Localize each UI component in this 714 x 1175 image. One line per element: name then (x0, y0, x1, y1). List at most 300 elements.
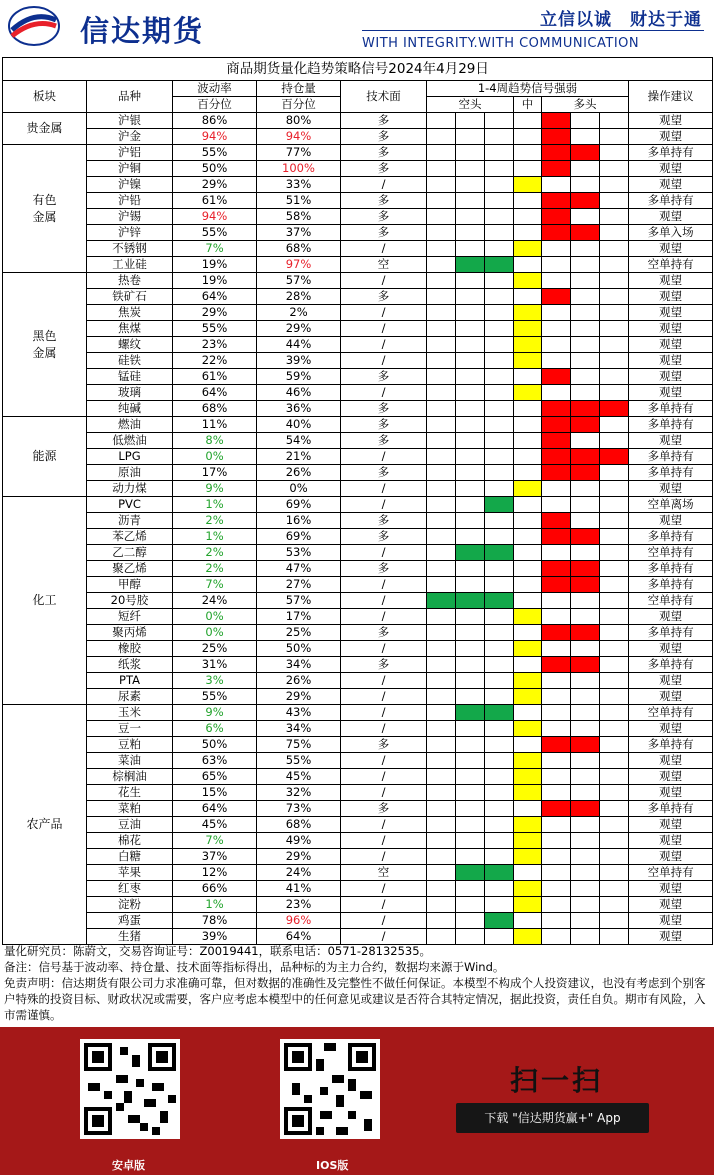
signal-cell (542, 593, 571, 609)
header-tech: 技术面 (341, 81, 427, 113)
signal-cell (571, 577, 600, 593)
advice-cell: 观望 (629, 929, 713, 945)
signal-cell (600, 321, 629, 337)
signal-cell (427, 241, 456, 257)
signal-cell (571, 353, 600, 369)
product-cell: 锰硅 (87, 369, 173, 385)
technical-cell: 多 (341, 657, 427, 673)
signal-cell (600, 737, 629, 753)
volatility-cell: 0% (173, 609, 257, 625)
advice-cell: 多单持有 (629, 561, 713, 577)
open-interest-cell: 0% (257, 481, 341, 497)
signal-cell (485, 849, 514, 865)
open-interest-cell: 47% (257, 561, 341, 577)
signal-cell (456, 273, 485, 289)
advice-cell: 观望 (629, 881, 713, 897)
signal-cell (600, 225, 629, 241)
advice-cell: 观望 (629, 305, 713, 321)
table-row (3, 817, 713, 833)
volatility-cell: 19% (173, 273, 257, 289)
signal-cell (514, 145, 542, 161)
signal-cell (571, 561, 600, 577)
table-row (3, 161, 713, 177)
signal-cell (571, 737, 600, 753)
signal-cell (485, 225, 514, 241)
volatility-cell: 25% (173, 641, 257, 657)
signal-cell (600, 609, 629, 625)
table-row (3, 145, 713, 161)
signal-cell (542, 753, 571, 769)
android-qr-code-icon[interactable] (80, 1039, 180, 1139)
technical-cell: 多 (341, 145, 427, 161)
signal-cell (485, 209, 514, 225)
signal-cell (456, 369, 485, 385)
signal-cell (485, 177, 514, 193)
table-row (3, 369, 713, 385)
table-row (3, 401, 713, 417)
advice-cell: 多单持有 (629, 465, 713, 481)
advice-cell: 观望 (629, 689, 713, 705)
signal-cell (542, 401, 571, 417)
signal-cell (514, 673, 542, 689)
signal-cell (542, 673, 571, 689)
signal-cell (427, 849, 456, 865)
signal-cell (600, 577, 629, 593)
open-interest-cell: 34% (257, 657, 341, 673)
signal-cell (427, 353, 456, 369)
signal-cell (427, 753, 456, 769)
signal-cell (571, 833, 600, 849)
signal-cell (542, 209, 571, 225)
signal-cell (514, 833, 542, 849)
signal-table-wrapper (2, 57, 712, 945)
signal-cell (485, 673, 514, 689)
signal-cell (600, 257, 629, 273)
table-row (3, 865, 713, 881)
open-interest-cell: 100% (257, 161, 341, 177)
product-cell: 棕榈油 (87, 769, 173, 785)
product-cell: 工业硅 (87, 257, 173, 273)
signal-cell (427, 113, 456, 129)
signal-cell (571, 177, 600, 193)
signal-cell (571, 497, 600, 513)
table-row (3, 353, 713, 369)
sector-cell: 化工 (3, 497, 87, 705)
signal-cell (456, 497, 485, 513)
technical-cell: / (341, 177, 427, 193)
header-long: 多头 (542, 97, 629, 113)
open-interest-cell: 37% (257, 225, 341, 241)
advice-cell: 多单持有 (629, 145, 713, 161)
signal-cell (485, 305, 514, 321)
table-row (3, 785, 713, 801)
signal-cell (600, 785, 629, 801)
product-cell: 原油 (87, 465, 173, 481)
product-cell: PTA (87, 673, 173, 689)
signal-cell (600, 177, 629, 193)
open-interest-cell: 51% (257, 193, 341, 209)
product-cell: 纸浆 (87, 657, 173, 673)
logo-text: 信达期货 (80, 14, 205, 48)
signal-cell (427, 481, 456, 497)
signal-cell (542, 625, 571, 641)
signal-cell (456, 769, 485, 785)
signal-cell (456, 881, 485, 897)
signal-cell (514, 449, 542, 465)
open-interest-cell: 2% (257, 305, 341, 321)
signal-cell (542, 497, 571, 513)
table-row (3, 337, 713, 353)
technical-cell: / (341, 481, 427, 497)
advice-cell: 空单持有 (629, 257, 713, 273)
product-cell: 低燃油 (87, 433, 173, 449)
signal-cell (571, 865, 600, 881)
signal-cell (542, 273, 571, 289)
signal-cell (456, 913, 485, 929)
open-interest-cell: 55% (257, 753, 341, 769)
signal-cell (514, 577, 542, 593)
signal-cell (456, 737, 485, 753)
table-row (3, 897, 713, 913)
signal-cell (542, 145, 571, 161)
signal-cell (571, 241, 600, 257)
signal-cell (514, 209, 542, 225)
signal-cell (571, 449, 600, 465)
volatility-cell: 55% (173, 145, 257, 161)
open-interest-cell: 16% (257, 513, 341, 529)
product-cell: 沪铅 (87, 193, 173, 209)
signal-cell (514, 689, 542, 705)
signal-cell (600, 705, 629, 721)
advice-cell: 观望 (629, 481, 713, 497)
signal-cell (542, 545, 571, 561)
technical-cell: / (341, 817, 427, 833)
signal-cell (456, 513, 485, 529)
volatility-cell: 37% (173, 849, 257, 865)
signal-cell (485, 337, 514, 353)
signal-cell (456, 849, 485, 865)
signal-cell (514, 193, 542, 209)
product-cell: 燃油 (87, 417, 173, 433)
volatility-cell: 24% (173, 593, 257, 609)
signal-cell (514, 465, 542, 481)
volatility-cell: 19% (173, 257, 257, 273)
technical-cell: / (341, 321, 427, 337)
table-row (3, 801, 713, 817)
signal-cell (600, 673, 629, 689)
advice-cell: 多单持有 (629, 529, 713, 545)
signal-cell (485, 609, 514, 625)
product-cell: 白糖 (87, 849, 173, 865)
signal-cell (600, 129, 629, 145)
advice-cell: 空单持有 (629, 593, 713, 609)
signal-cell (427, 321, 456, 337)
signal-cell (542, 289, 571, 305)
volatility-cell: 55% (173, 689, 257, 705)
signal-cell (427, 369, 456, 385)
signal-cell (485, 705, 514, 721)
header-advice: 操作建议 (629, 81, 713, 113)
signal-cell (485, 785, 514, 801)
signal-cell (514, 753, 542, 769)
signal-cell (571, 641, 600, 657)
signal-cell (571, 609, 600, 625)
product-cell: 苯乙烯 (87, 529, 173, 545)
signal-cell (485, 257, 514, 273)
signal-cell (542, 433, 571, 449)
signal-cell (571, 625, 600, 641)
signal-cell (427, 897, 456, 913)
product-cell: 苹果 (87, 865, 173, 881)
technical-cell: / (341, 337, 427, 353)
signal-cell (542, 769, 571, 785)
signal-cell (571, 113, 600, 129)
signal-cell (600, 657, 629, 673)
advice-cell: 观望 (629, 129, 713, 145)
advice-cell: 观望 (629, 113, 713, 129)
signal-cell (427, 385, 456, 401)
table-row (3, 689, 713, 705)
signal-cell (456, 113, 485, 129)
header-short: 空头 (427, 97, 514, 113)
slogan-divider (362, 30, 704, 31)
advice-cell: 观望 (629, 609, 713, 625)
signal-cell (542, 785, 571, 801)
signal-cell (514, 625, 542, 641)
signal-cell (542, 801, 571, 817)
signal-cell (542, 113, 571, 129)
signal-cell (571, 385, 600, 401)
signal-cell (514, 385, 542, 401)
volatility-cell: 6% (173, 721, 257, 737)
signal-cell (485, 113, 514, 129)
open-interest-cell: 45% (257, 769, 341, 785)
volatility-cell: 78% (173, 913, 257, 929)
advice-cell: 多单持有 (629, 801, 713, 817)
signal-cell (514, 817, 542, 833)
advice-cell: 多单持有 (629, 401, 713, 417)
download-app-button[interactable]: 下载 "信达期货赢+" App (456, 1103, 649, 1133)
signal-cell (600, 689, 629, 705)
open-interest-cell: 29% (257, 849, 341, 865)
technical-cell: 多 (341, 529, 427, 545)
technical-cell: 多 (341, 289, 427, 305)
product-cell: 沥青 (87, 513, 173, 529)
volatility-cell: 61% (173, 369, 257, 385)
signal-cell (542, 705, 571, 721)
technical-cell: / (341, 753, 427, 769)
signal-cell (485, 545, 514, 561)
signal-cell (456, 193, 485, 209)
product-cell: 热卷 (87, 273, 173, 289)
advice-cell: 观望 (629, 897, 713, 913)
volatility-cell: 29% (173, 305, 257, 321)
signal-cell (456, 641, 485, 657)
open-interest-cell: 25% (257, 625, 341, 641)
advice-cell: 观望 (629, 241, 713, 257)
table-row (3, 273, 713, 289)
signal-cell (600, 865, 629, 881)
open-interest-cell: 57% (257, 273, 341, 289)
signal-cell (485, 817, 514, 833)
product-cell: 沪锡 (87, 209, 173, 225)
signal-cell (427, 497, 456, 513)
signal-cell (600, 881, 629, 897)
advice-cell: 观望 (629, 209, 713, 225)
signal-cell (600, 897, 629, 913)
signal-cell (600, 289, 629, 305)
volatility-cell: 94% (173, 129, 257, 145)
signal-cell (600, 465, 629, 481)
signal-cell (514, 161, 542, 177)
table-row (3, 833, 713, 849)
signal-cell (514, 513, 542, 529)
signal-cell (571, 337, 600, 353)
table-row (3, 769, 713, 785)
signal-cell (514, 529, 542, 545)
signal-cell (571, 305, 600, 321)
open-interest-cell: 68% (257, 817, 341, 833)
signal-cell (485, 497, 514, 513)
technical-cell: / (341, 897, 427, 913)
signal-cell (485, 145, 514, 161)
footer (4, 943, 710, 1023)
product-cell: 沪金 (87, 129, 173, 145)
advice-cell: 观望 (629, 513, 713, 529)
volatility-cell: 2% (173, 545, 257, 561)
signal-cell (600, 801, 629, 817)
technical-cell: 多 (341, 561, 427, 577)
product-cell: 20号胶 (87, 593, 173, 609)
open-interest-cell: 58% (257, 209, 341, 225)
advice-cell: 多单持有 (629, 449, 713, 465)
signal-cell (427, 641, 456, 657)
volatility-cell: 64% (173, 385, 257, 401)
table-row (3, 625, 713, 641)
signal-cell (456, 305, 485, 321)
table-row (3, 881, 713, 897)
signal-cell (456, 753, 485, 769)
signal-cell (571, 673, 600, 689)
sector-cell: 有色 金属 (3, 145, 87, 273)
volatility-cell: 45% (173, 817, 257, 833)
open-interest-cell: 24% (257, 865, 341, 881)
advice-cell: 多单持有 (629, 625, 713, 641)
signal-cell (485, 481, 514, 497)
volatility-cell: 7% (173, 241, 257, 257)
signal-cell (514, 353, 542, 369)
signal-cell (542, 529, 571, 545)
signal-cell (542, 129, 571, 145)
signal-cell (542, 897, 571, 913)
signal-cell (542, 641, 571, 657)
open-interest-cell: 64% (257, 929, 341, 945)
table-row (3, 465, 713, 481)
signal-cell (514, 273, 542, 289)
advice-cell: 观望 (629, 849, 713, 865)
signal-cell (485, 657, 514, 673)
signal-cell (600, 193, 629, 209)
technical-cell: / (341, 545, 427, 561)
advice-cell: 观望 (629, 817, 713, 833)
signal-cell (485, 449, 514, 465)
signal-cell (456, 337, 485, 353)
signal-cell (456, 561, 485, 577)
volatility-cell: 22% (173, 353, 257, 369)
product-cell: 动力煤 (87, 481, 173, 497)
open-interest-cell: 44% (257, 337, 341, 353)
signal-cell (571, 657, 600, 673)
open-interest-cell: 54% (257, 433, 341, 449)
product-cell: 沪镍 (87, 177, 173, 193)
signal-cell (514, 289, 542, 305)
volatility-cell: 7% (173, 577, 257, 593)
advice-cell: 观望 (629, 641, 713, 657)
signal-cell (427, 721, 456, 737)
technical-cell: / (341, 769, 427, 785)
product-cell: 聚丙烯 (87, 625, 173, 641)
technical-cell: 多 (341, 433, 427, 449)
signal-cell (571, 289, 600, 305)
signal-cell (485, 769, 514, 785)
signal-cell (456, 321, 485, 337)
technical-cell: / (341, 273, 427, 289)
signal-cell (514, 737, 542, 753)
open-interest-cell: 73% (257, 801, 341, 817)
technical-cell: 多 (341, 801, 427, 817)
volatility-cell: 2% (173, 561, 257, 577)
signal-cell (456, 785, 485, 801)
signal-cell (600, 753, 629, 769)
table-row (3, 577, 713, 593)
technical-cell: 多 (341, 417, 427, 433)
product-cell: 短纤 (87, 609, 173, 625)
technical-cell: / (341, 673, 427, 689)
signal-cell (427, 801, 456, 817)
signal-cell (571, 881, 600, 897)
product-cell: 菜油 (87, 753, 173, 769)
signal-cell (485, 881, 514, 897)
table-row (3, 417, 713, 433)
signal-cell (427, 273, 456, 289)
signal-cell (514, 481, 542, 497)
signal-cell (485, 193, 514, 209)
signal-cell (427, 881, 456, 897)
signal-cell (571, 193, 600, 209)
signal-cell (456, 801, 485, 817)
technical-cell: / (341, 641, 427, 657)
advice-cell: 观望 (629, 321, 713, 337)
technical-cell: / (341, 721, 427, 737)
signal-cell (427, 657, 456, 673)
signal-cell (427, 449, 456, 465)
open-interest-cell: 77% (257, 145, 341, 161)
header-vol-pct: 百分位 (173, 97, 257, 113)
open-interest-cell: 41% (257, 881, 341, 897)
signal-cell (514, 433, 542, 449)
technical-cell: / (341, 913, 427, 929)
volatility-cell: 9% (173, 481, 257, 497)
volatility-cell: 8% (173, 433, 257, 449)
signal-cell (514, 497, 542, 513)
advice-cell: 空单离场 (629, 497, 713, 513)
signal-cell (427, 577, 456, 593)
product-cell: 淀粉 (87, 897, 173, 913)
signal-cell (427, 289, 456, 305)
volatility-cell: 0% (173, 449, 257, 465)
advice-cell: 多单持有 (629, 657, 713, 673)
ios-qr-code-icon[interactable] (280, 1039, 380, 1139)
